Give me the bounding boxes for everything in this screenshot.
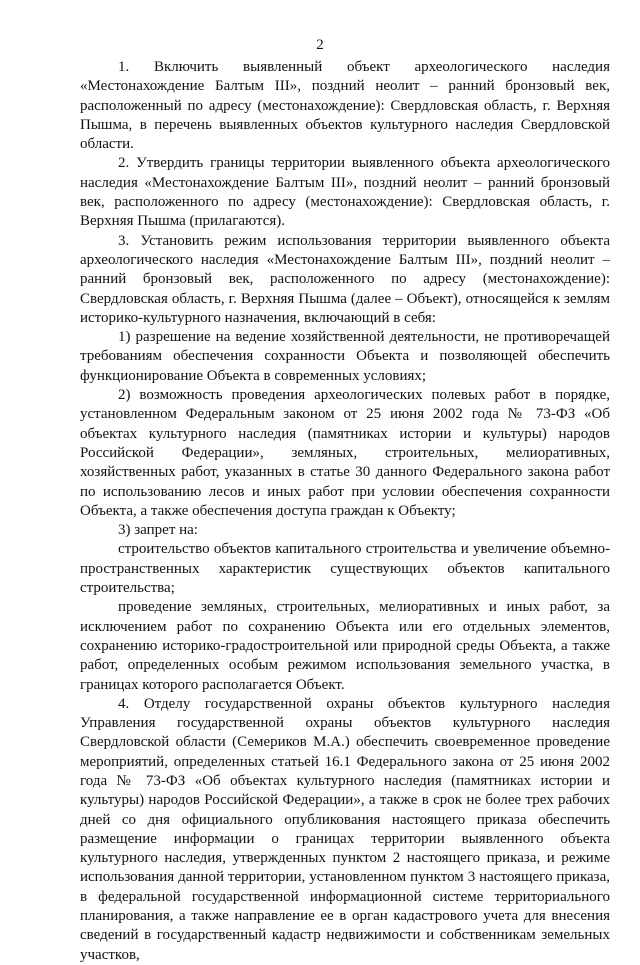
paragraph-2-approve-boundaries: 2. Утвердить границы территории выявленного объекта археологического наследия «Местонахождение Балтым III», поздний неолит – ранний бронзовый век, расположенного по адресу (местонахождение): Свердловская область, г. Верхняя Пышма (прилагаются). xyxy=(80,155,610,230)
page-number: 2 xyxy=(316,37,324,53)
paragraph-4-department-duties: 4. Отделу государственной охраны объектов культурного наследия Управления государственной охраны объектов культурного наследия Свердловской области (Семериков М.А.) обеспечить своевременное проведение мероприятий, определенных статьей 16.1 Федерального закона от 25 июня 2002 года № 73-ФЗ «Об объектах культурного наследия (памятниках истории и культуры) народов Российской Федерации», а также в срок не более трех рабочих дней со дня официального опубликования настоящего приказа обеспечить размещение информации о границах территории выявленного объекта культурного наследия, утвержденных пунктом 2 настоящего приказа, и режиме использования данной территории, установленном пунктом 3 настоящего приказа, в федеральной государственной информационной системе территориального планирования, а также направление ее в орган кадастрового учета для внесения сведений в государственный кадастр недвижимости и собственникам земельных участков, xyxy=(80,695,610,963)
paragraph-1-include-object: 1. Включить выявленный объект археологического наследия «Местонахождение Балтым III», поздний неолит – ранний бронзовый век, расположенный по адресу (местонахождение): Свердловская область, г. Верхняя Пышма, в перечень выявленных объектов культурного наследия Свердловской области. xyxy=(80,59,610,153)
prohibition-construction: строительство объектов капитального строительства и увеличение объемно-пространственных характеристик существующих объектов капитального строительства; xyxy=(80,541,610,597)
subparagraph-1-economic-activity: 1) разрешение на ведение хозяйственной деятельности, не противоречащей требованиям обеспечения сохранности Объекта и позволяющей обеспечить функционирование Объекта в современных условиях; xyxy=(80,329,610,384)
paragraph-3-usage-regime: 3. Установить режим использования территории выявленного объекта археологического наследия «Местонахождение Балтым III», поздний неолит – ранний бронзовый век, расположенного по адресу (местонахождение): Свердловская область, г. Верхняя Пышма (далее – Объект), относящейся к землям историко-культурного назначения, включающий в себя: xyxy=(80,232,610,326)
subparagraph-2-archaeological-works: 2) возможность проведения археологических полевых работ в порядке, установленном Федеральным законом от 25 июня 2002 года № 73-ФЗ «Об объектах культурного наследия (памятниках истории и культуры) народов Российской Федерации», земляных, строительных, мелиоративных, хозяйственных работ, указанных в статье 30 данного Федерального закона работ по использованию лесов и иных работ при условии обеспечения сохранности Объекта, а также обеспечения доступа граждан к Объекту; xyxy=(80,387,610,519)
prohibition-works: проведение земляных, строительных, мелиоративных и иных работ, за исключением работ по сохранению Объекта или его отдельных элементов, сохранению историко-градостроительной или природной среды Объекта, а также работ, определенных особым режимом использования земельного участка, в границах которого располагается Объект. xyxy=(80,599,610,693)
document-body xyxy=(80,58,610,965)
subparagraph-3-prohibition: 3) запрет на: xyxy=(118,522,198,539)
